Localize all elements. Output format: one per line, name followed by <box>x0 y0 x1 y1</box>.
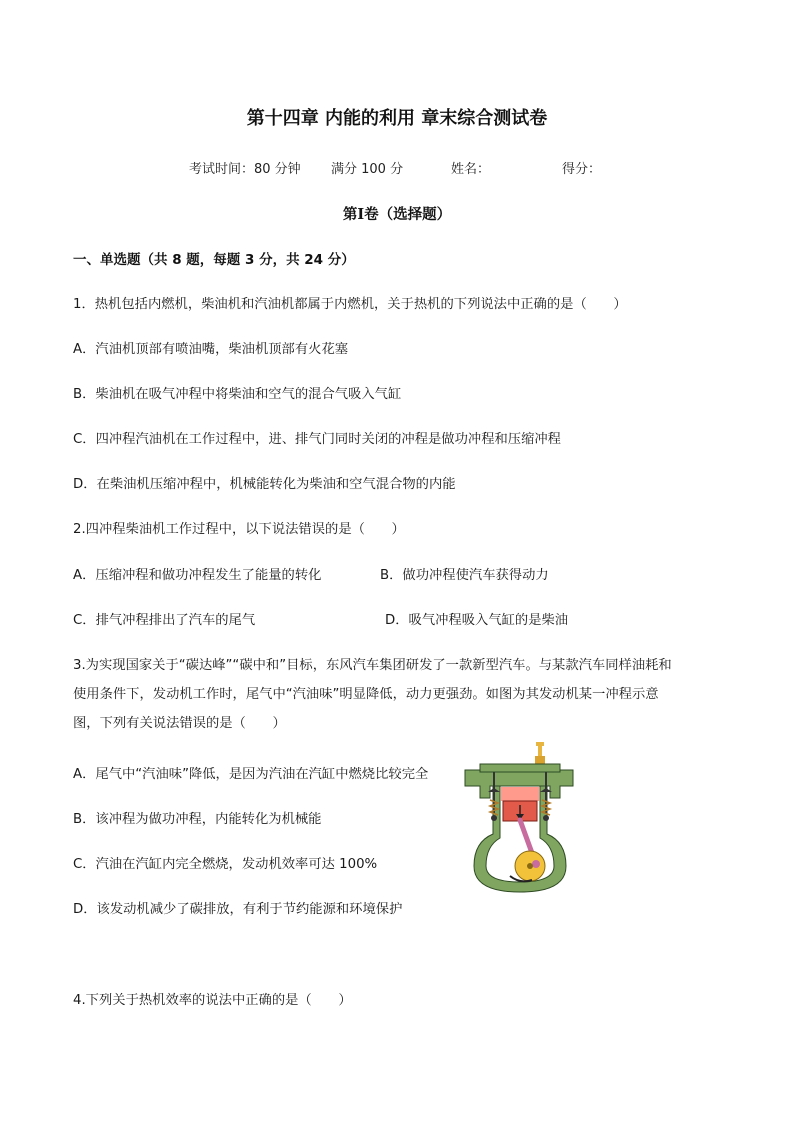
q3-option-a: A．尾气中“汽油味”降低，是因为汽油在汽缸中燃烧比较完全 <box>73 767 429 782</box>
q2-option-d: D．吸气冲程吸入气缸的是柴油 <box>385 613 569 628</box>
four-stroke-engine-diagram <box>460 742 578 894</box>
q1-option-a: A．汽油机顶部有喷油嘴，柴油机顶部有火花塞 <box>73 342 349 357</box>
q3-option-d: D．该发动机减少了碳排放，有利于节约能源和环境保护 <box>73 902 403 917</box>
intake-rocker <box>491 815 497 821</box>
q2-option-c: C．排气冲程排出了汽车的尾气 <box>73 613 256 628</box>
crank-axle <box>527 863 533 869</box>
q4-stem: 4.下列关于热机效率的说法中正确的是（ ） <box>73 993 352 1008</box>
exam-time: 考试时间：80 分钟 <box>189 162 301 177</box>
q1-option-c: C．四冲程汽油机在工作过程中，进、排气门同时关闭的冲程是做功冲程和压缩冲程 <box>73 432 561 447</box>
q3-stem-line-3: 图，下列有关说法错误的是（ ） <box>73 716 286 731</box>
part-heading: 一、单选题（共 8 题，每题 3 分，共 24 分） <box>73 252 355 268</box>
page-title: 第十四章 内能的利用 章末综合测试卷 <box>246 108 548 129</box>
q3-option-c: C．汽油在汽缸内完全燃烧，发动机效率可达 100% <box>73 857 378 872</box>
q3-stem-line-2: 使用条件下，发动机工作时，尾气中“汽油味”明显降低，动力更强劲。如图为其发动机某一冲程示意 <box>73 687 659 702</box>
combustion-gas <box>501 787 539 801</box>
q2-stem: 2.四冲程柴油机工作过程中，以下说法错误的是（ ） <box>73 522 405 537</box>
q1-stem: 1．热机包括内燃机，柴油机和汽油机都属于内燃机，关于热机的下列说法中正确的是（ ） <box>73 297 627 312</box>
exhaust-rocker <box>543 815 549 821</box>
full-score: 满分 100 分 <box>331 162 404 177</box>
crank-pin <box>532 860 540 868</box>
q2-option-b: B．做功冲程使汽车获得动力 <box>380 568 549 583</box>
spark-plug-terminal <box>536 742 544 746</box>
section-title: 第Ⅰ卷（选择题） <box>342 206 452 223</box>
q1-option-d: D．在柴油机压缩冲程中，机械能转化为柴油和空气混合物的内能 <box>73 477 456 492</box>
engine-svg <box>460 742 578 894</box>
score-label: 得分： <box>562 162 602 177</box>
q1-option-b: B．柴油机在吸气冲程中将柴油和空气的混合气吸入气缸 <box>73 387 402 402</box>
q2-option-a: A．压缩冲程和做功冲程发生了能量的转化 <box>73 568 322 583</box>
cylinder-cap <box>480 764 560 772</box>
q3-stem-line-1: 3.为实现国家关于“碳达峰”“碳中和”目标，东风汽车集团研发了一款新型汽车。与某款汽车同样油耗和 <box>73 658 672 673</box>
q3-option-b: B．该冲程为做功冲程，内能转化为机械能 <box>73 812 322 827</box>
name-label: 姓名： <box>451 162 491 177</box>
